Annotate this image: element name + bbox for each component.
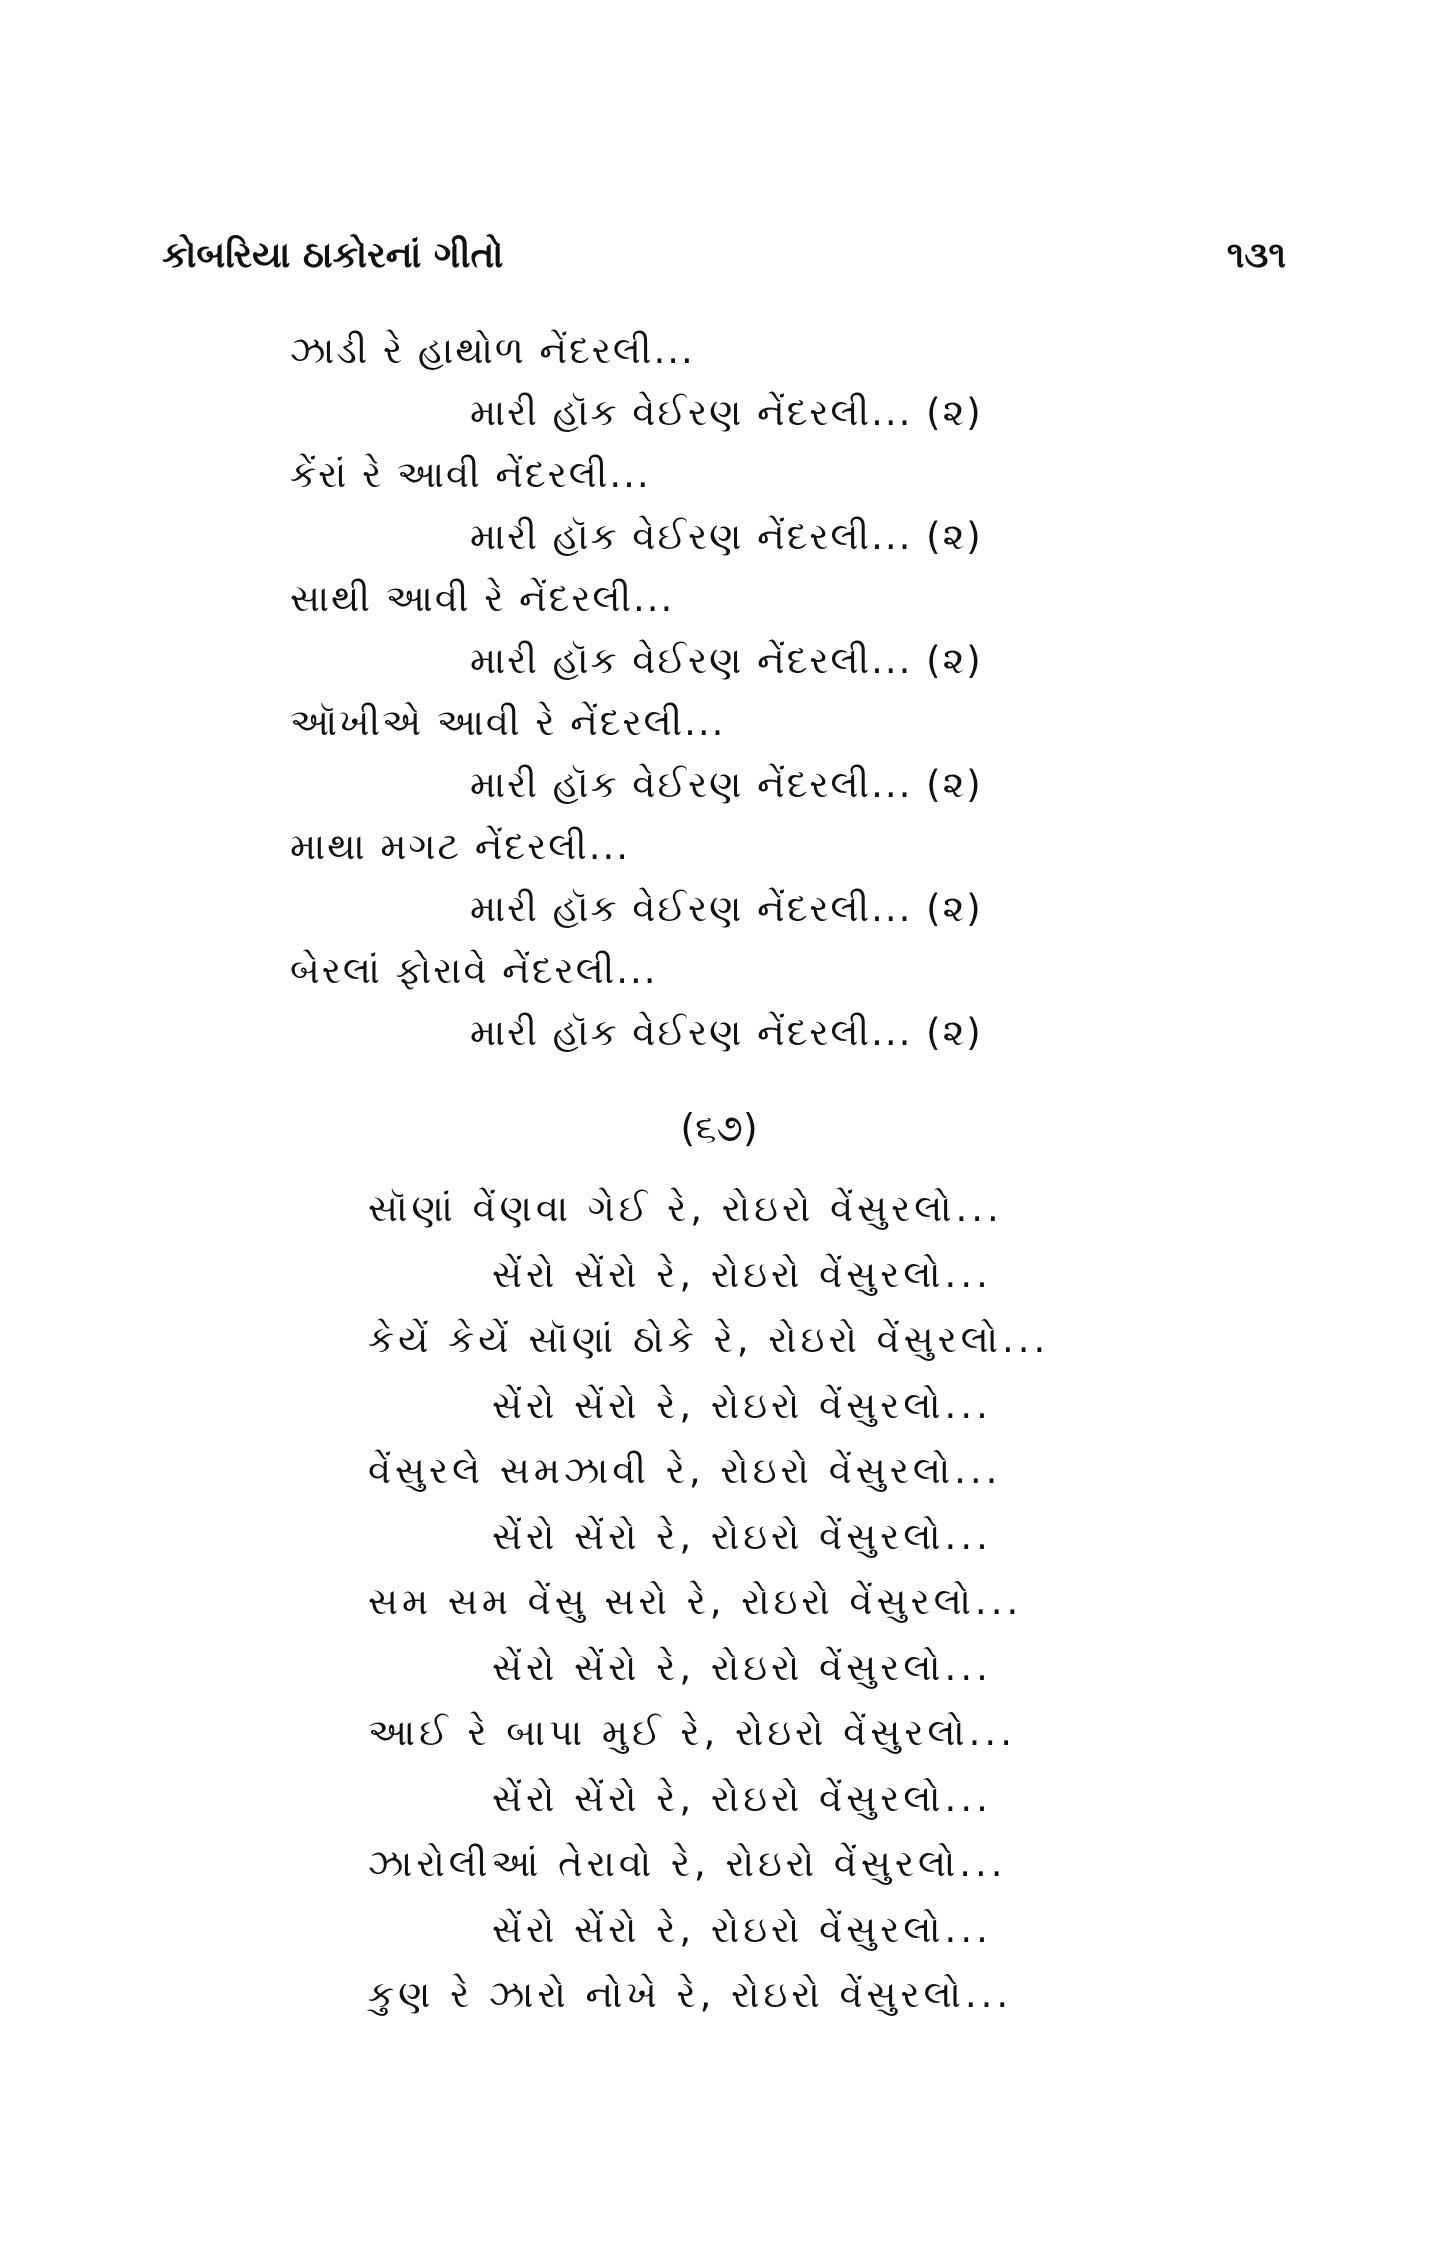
verse-line: માથા મગટ નેંદરલી... [290,825,631,868]
page-number: ૧૩૧ [1226,235,1286,276]
refrain-line: સેંરો સેંરો રે, રોઇરો વેંસુરલો... [492,1645,992,1689]
verse-line: સૉણાં વેંણવા ગેઈ રે, રોઇરો વેંસુરલો... [368,1187,1003,1230]
song-67 [0,1176,1438,2028]
refrain-line: સેંરો સેંરો રે, રોઇરો વેંસુરલો... [492,1383,992,1427]
verse-line: વેંસુરલે સમઝાવી રે, રોઇરો વેંસુરલો... [368,1449,1002,1492]
refrain-line: મારી હૉક વેઈરણ નેંદરલી... (૨) [470,391,983,434]
refrain-line: મારી હૉક વેઈરણ નેંદરલી... (૨) [470,763,983,806]
refrain-line: મારી હૉક વેઈરણ નેંદરલી... (૨) [470,639,983,682]
refrain-line: મારી હૉક વેઈરણ નેંદરલી... (૨) [470,515,983,558]
refrain-line: મારી હૉક વેઈરણ નેંદરલી... (૨) [470,1011,983,1054]
verse-line: કેયેં કેયેં સૉણાં ઠોકે રે, રોઇરો વેંસુરલો... [368,1318,1050,1361]
verse-line: ઝાડી રે હાથોળ નેંદરલી... [290,329,695,372]
verse-line: કેંરાં રે આવી નેંદરલી... [290,453,651,496]
verse-line: આઈ રે બાપા મુઈ રે, રોઇરો વેંસુરલો... [368,1711,1016,1754]
refrain-line: સેંરો સેંરો રે, રોઇરો વેંસુરલો... [492,1514,992,1558]
verse-line: બેરલાં ફોરાવે નેંદરલી... [290,949,658,992]
refrain-line: સેંરો સેંરો રે, રોઇરો વેંસુરલો... [492,1252,992,1296]
running-header-title: કોબરિયા ઠાકોરનાં ગીતો [162,235,504,276]
verse-line: ઑખીએ આવી રે નેંદરલી... [290,701,726,744]
verse-line: ઝારોલીઆં તેરાવો રે, રોઇરો વેંસુરલો... [368,1842,1007,1885]
song-66-continued [0,320,1438,1064]
refrain-line: મારી હૉક વેઈરણ નેંદરલી... (૨) [470,887,983,930]
verse-line: સાથી આવી રે નેંદરલી... [290,577,675,620]
verse-line: કુણ રે ઝારો નોખે રે, રોઇરો વેંસુરલો... [368,1973,1013,2016]
verse-line: સમ સમ વેંસુ સરો રે, રોઇરો વેંસુરલો... [368,1580,1023,1623]
refrain-line: સેંરો સેંરો રે, રોઇરો વેંસુરલો... [492,1776,992,1820]
song-number: (૬૭) [680,1106,758,1150]
refrain-line: સેંરો સેંરો રે, રોઇરો વેંસુરલો... [492,1907,992,1951]
